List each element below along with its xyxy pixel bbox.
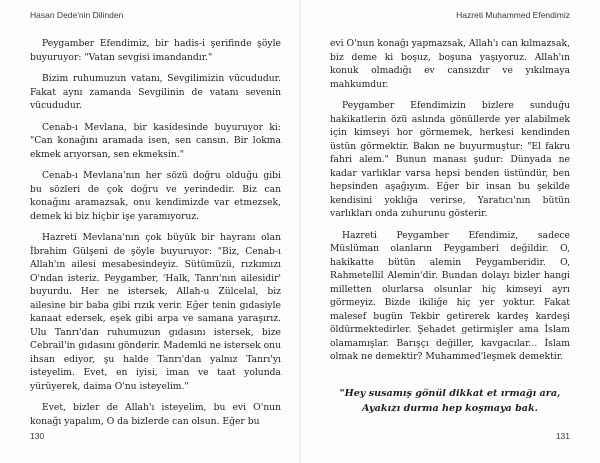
verse-line: "Hey susamış gönül dikkat et ırmağı ara, bbox=[339, 387, 561, 399]
paragraph: Hazreti Peygamber Efendimiz, sadece Müslüman olanların Peygamberi değildir. O, hakikatte bütün alemin Peygamberidir. O, Rahmetellil Alemin'dir. Bundan dolayı bizler hangi milletten olurlarsa olsunlar hiç kimseyi ayrı görmeyiz. Bizde ikiliğe hiç yer yoktur. Fakat malesef bugün Tekbir getirerek kardeş kardeşi öldürmektedirler. Şehadet getirmişler ama İslam olamamışlar. Barışçı değiller, kavgacılar... İslam olmak ne demektir? Muhammed'leşmek demektir. bbox=[330, 229, 570, 362]
left-page-body bbox=[30, 37, 281, 428]
page-number-left: 130 bbox=[30, 431, 45, 441]
paragraph: evi O'nun konağı yapmazsak, Allah'ı can kılmazsak, biz deme ki boşuz, boşuna yaşıyoruz. Allah'ın konuk olmadığı ev cansızdır ve yıkılmaya mahkumdur. bbox=[330, 38, 570, 90]
paragraph: Hazreti Mevlana'nın çok büyük bir hayranı olan İbrahim Gülşeni de şöyle buyuruyor: "Biz, Cenab-ı Allah'ın ailesi mesabesindeyiz. Sütümüzü, rızkımızı O'ndan isteriz. Peygamber, 'Halk, Tanrı'nın ailesidir' buyurdu. Her ne istersek, Allah-u Zülcelal, biz ailesine bir baba gibi rızık verir. Eğer tenin gıdasiyle kanaat edersek, eşek gibi arpa ve samana yaraşırız. Ulu Tanrı'dan ruhumuzun gıdasını istersek, bize Cebrail'in gıdasını gönderir. Mademki ne istersek onu ihsan ediyor, şu halde Tanrı'dan yalnız Tanrı'yı isteyelim. Evet, en iyisi, iman ve taat yolunda yürüyerek, daima O'nu isteyelim." bbox=[30, 232, 281, 392]
verse-line: Ayakızı durma hep koşmaya bak. bbox=[362, 402, 538, 414]
paragraph: Evet, bizler de Allah'ı isteyelim, bu evi O'nun konağı yapalım, O da bizlerde can olsun. Eğer bu bbox=[30, 402, 281, 427]
paragraph: Cenab-ı Mevlana, bir kasidesinde buyuruyor ki: "Can konağını aramada isen, sen cansın. Bir lokma ekmek arıyorsan, sen ekmeksin." bbox=[30, 121, 281, 160]
running-head-right: Hazreti Muhammed Efendimiz bbox=[456, 10, 570, 20]
paragraph: Peygamber Efendimiz, bir hadis-i şerifinde şöyle buyuruyor: "Vatan sevgisi imandandır." bbox=[30, 38, 281, 63]
right-page-body bbox=[330, 37, 570, 364]
paragraph: Peygamber Efendimizin bizlere sunduğu hakikatlerin özü aslında gönüllerde yer alabilmek için kimseyi hor görmemek, herkesi kendinden üstün görmektir. Bakın ne buyurmuştur: "El fakru fahri alem." Bunun manası şudur: Dünyada ne kadar varlıklar varsa hepsi benden üstündür, ben hepsinden aşağıyım. Eğer bir insan bu şekilde kendisini yoklığa verirse, Yaratıcı'nın bütün varlıkları onda zuhurunu gösterir. bbox=[330, 100, 570, 219]
paragraph: Bizim ruhumuzun vatanı, Sevgilimizin vücududur. Fakat aynı zamanda Sevgilinin de vatanı sevenin vücududur. bbox=[30, 73, 281, 111]
right-page bbox=[300, 0, 600, 463]
running-head-left: Hasan Dede'nin Dilinden bbox=[30, 10, 124, 20]
verse-quote bbox=[330, 386, 570, 416]
paragraph: Cenab-ı Mevlana'nın her sözü doğru olduğu gibi bu sözleri de çok doğru ve yerindedir. Biz can konağını aramazsak, onu kendimizde var etmezsek, demek ki biz hiçbir işe yaramıyoruz. bbox=[30, 170, 281, 222]
page-number-right: 131 bbox=[555, 431, 570, 441]
